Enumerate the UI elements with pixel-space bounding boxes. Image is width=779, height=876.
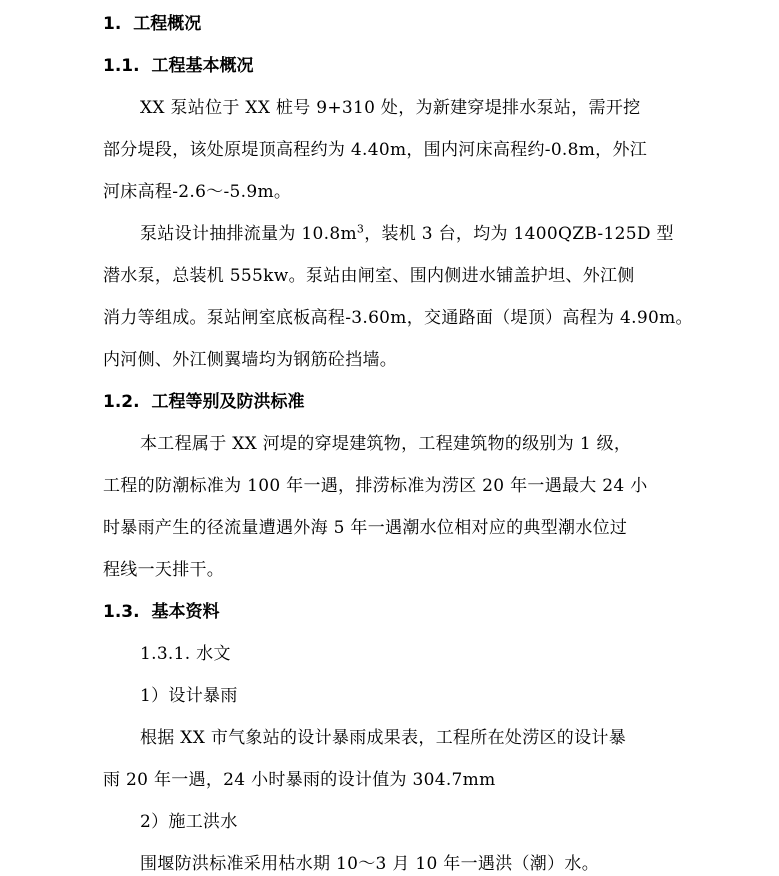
paragraph-line: 围堰防洪标准采用枯水期 10～3 月 10 年一遇洪（潮）水。 [140,854,599,874]
heading-number: 1.3. [103,602,140,622]
heading-1-1 [103,51,254,76]
paragraph-line: 河床高程-2.6～-5.9m。 [103,182,292,202]
subheading-1-3-1: 1.3.1. 水文 [140,644,231,664]
item-title-design-rainstorm: 1）设计暴雨 [140,686,238,706]
paragraph-line: 本工程属于 XX 河堤的穿堤建筑物，工程建筑物的级别为 1 级， [140,434,632,454]
heading-number: 1.2. [103,392,140,412]
paragraph-line: 时暴雨产生的径流量遭遇外海 5 年一遇潮水位相对应的典型潮水位过 [103,518,628,538]
heading-number: 1. [103,14,122,34]
paragraph-line: 根据 XX 市气象站的设计暴雨成果表，工程所在处涝区的设计暴 [140,728,627,748]
heading-1-3 [103,597,220,622]
paragraph-line: 内河侧、外江侧翼墙均为钢筋砼挡墙。 [103,350,398,370]
paragraph-line: XX 泵站位于 XX 桩号 9+310 处，为新建穿堤排水泵站，需开挖 [140,98,641,118]
paragraph-line: 部分堤段，该处原堤顶高程约为 4.40m，围内河床高程约-0.8m，外江 [103,140,648,160]
superscript: 3 [356,222,365,236]
paragraph-line: 潜水泵，总装机 555kw。泵站由闸室、围内侧进水铺盖护坦、外江侧 [103,266,635,286]
paragraph-line: 雨 20 年一遇，24 小时暴雨的设计值为 304.7mm [103,770,496,790]
heading-title: 基本资料 [151,602,220,622]
text-span: 泵站设计抽排流量为 10.8m [140,224,357,244]
heading-number: 1.1. [103,56,140,76]
heading-1-2 [103,387,305,412]
text-span: ，装机 3 台，均为 1400QZB-125D 型 [364,224,674,244]
paragraph-line: 消力等组成。泵站闸室底板高程-3.60m，交通路面（堤顶）高程为 4.90m。 [103,308,693,328]
heading-title: 工程等别及防洪标准 [151,392,305,412]
paragraph-line: 程线一天排干。 [103,560,225,580]
heading-1 [103,9,201,34]
paragraph-line [140,219,674,244]
heading-title: 工程基本概况 [151,56,254,76]
paragraph-line: 工程的防潮标准为 100 年一遇，排涝标准为涝区 20 年一遇最大 24 小 [103,476,648,496]
item-title-construction-flood: 2）施工洪水 [140,812,238,832]
heading-title: 工程概况 [133,14,202,34]
